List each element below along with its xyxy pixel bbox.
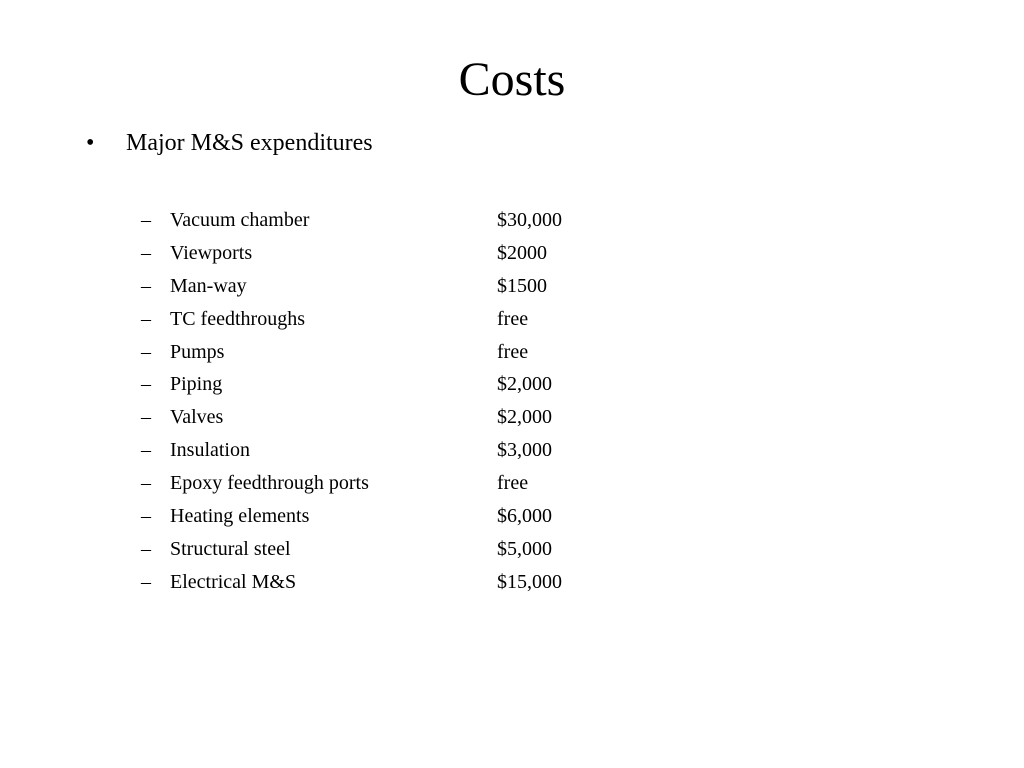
cost-list xyxy=(141,204,562,599)
cost-row xyxy=(141,533,562,566)
dash-marker: – xyxy=(141,439,151,462)
cost-row xyxy=(141,467,562,500)
dash-marker: – xyxy=(141,472,151,495)
dash-marker: – xyxy=(141,570,151,593)
item-cost: $6,000 xyxy=(497,505,552,528)
item-cost: free xyxy=(497,307,529,330)
item-name: Electrical M&S xyxy=(170,570,297,593)
cost-row xyxy=(141,368,562,401)
item-name: TC feedthroughs xyxy=(170,307,305,330)
dash-marker: – xyxy=(141,537,151,560)
item-name: Heating elements xyxy=(170,505,310,528)
cost-row xyxy=(141,401,562,434)
bullet-text: Major M&S expenditures xyxy=(126,130,373,156)
slide-title: Costs xyxy=(458,53,566,106)
item-name: Viewports xyxy=(170,241,253,264)
item-name: Valves xyxy=(170,406,224,429)
item-cost: $3,000 xyxy=(497,439,552,462)
cost-row xyxy=(141,500,562,533)
dash-marker: – xyxy=(141,340,151,363)
item-name: Epoxy feedthrough ports xyxy=(170,472,369,495)
dash-marker: – xyxy=(141,274,151,297)
dash-marker: – xyxy=(141,307,151,330)
dash-marker: – xyxy=(141,209,151,231)
cost-row xyxy=(141,303,562,336)
item-name: Man-way xyxy=(170,274,247,297)
cost-row xyxy=(141,270,562,303)
item-cost: $2,000 xyxy=(497,373,552,396)
cost-row xyxy=(141,237,562,270)
dash-marker: – xyxy=(141,373,151,396)
item-name: Vacuum chamber xyxy=(170,209,310,231)
item-cost: $1500 xyxy=(497,274,547,297)
item-cost: free xyxy=(497,472,529,495)
cost-row xyxy=(141,566,562,599)
item-cost: $15,000 xyxy=(497,570,562,593)
item-name: Pumps xyxy=(170,340,225,363)
main-bullet xyxy=(86,127,373,159)
item-cost: $30,000 xyxy=(497,209,562,231)
item-cost: $2000 xyxy=(497,241,547,264)
item-cost: $2,000 xyxy=(497,406,552,429)
item-cost: free xyxy=(497,340,529,363)
dash-marker: – xyxy=(141,406,151,429)
item-name: Insulation xyxy=(170,439,250,462)
item-name: Structural steel xyxy=(170,537,291,560)
dash-marker: – xyxy=(141,241,151,264)
cost-row xyxy=(141,434,562,467)
item-cost: $5,000 xyxy=(497,537,552,560)
bullet-marker: • xyxy=(86,130,95,156)
cost-row xyxy=(141,204,562,237)
dash-marker: – xyxy=(141,505,151,528)
item-name: Piping xyxy=(170,373,223,396)
cost-row xyxy=(141,336,562,369)
